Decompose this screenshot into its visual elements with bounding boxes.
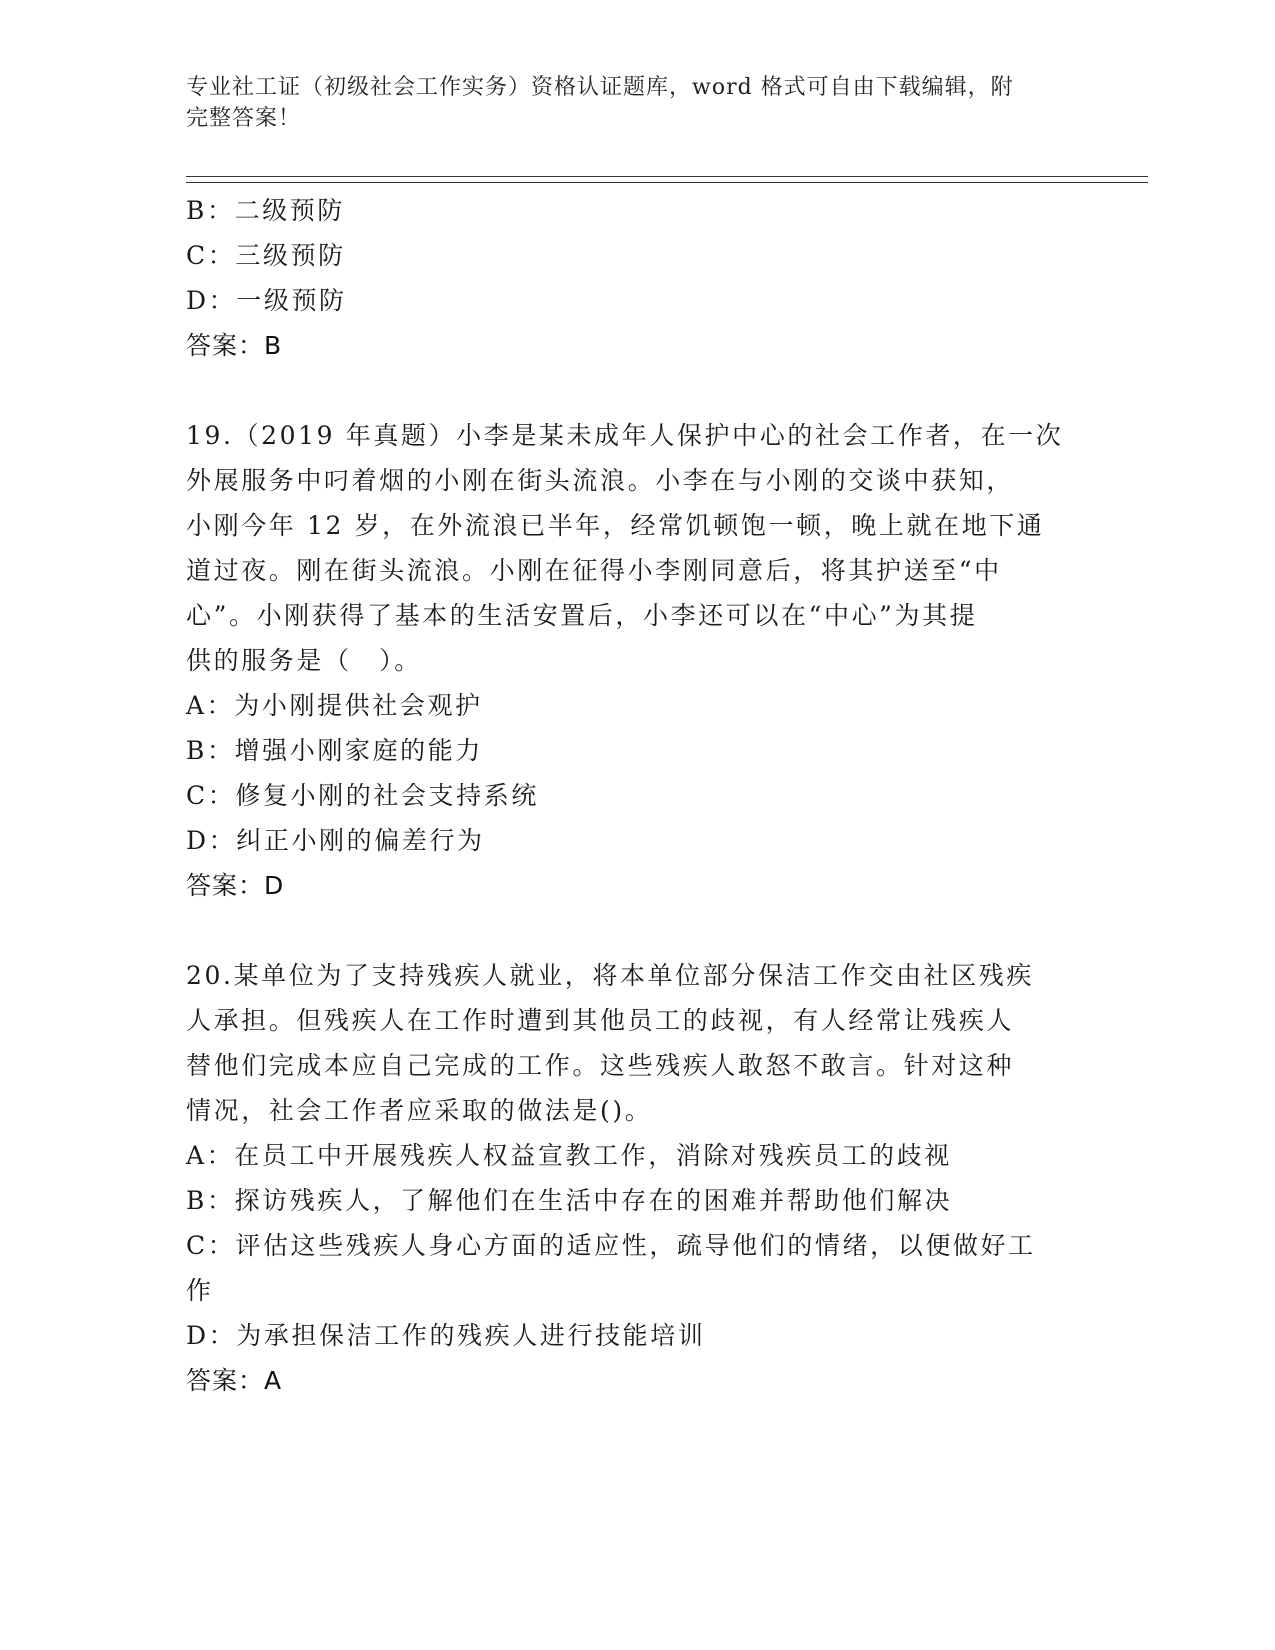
question-19-line: 供的服务是（ ）。 xyxy=(186,646,422,675)
option-c: C：修复小刚的社会支持系统 xyxy=(186,781,539,810)
option-b: B：二级预防 xyxy=(186,196,345,225)
header-divider-top xyxy=(186,176,1148,177)
previous-question-answer: 答案：B xyxy=(186,331,283,360)
question-19-line: 19.（2019 年真题）小李是某未成年人保护中心的社会工作者，在一次 xyxy=(186,421,1064,450)
question-20-answer: 答案：A xyxy=(186,1366,283,1395)
header-title-line-2: 完整答案！ xyxy=(186,106,302,131)
question-20-line: 人承担。但残疾人在工作时遭到其他员工的歧视，有人经常让残疾人 xyxy=(186,1006,1015,1035)
question-19-line: 道过夜。刚在街头流浪。小刚在征得小李刚同意后，将其护送至“中 xyxy=(186,556,1002,585)
header-title-line-1: 专业社工证（初级社会工作实务）资格认证题库，word 格式可自由下载编辑，附 xyxy=(186,75,1014,100)
page-header xyxy=(186,72,1066,134)
previous-question-options xyxy=(186,188,1076,323)
option-c: C：评估这些残疾人身心方面的适应性，疏导他们的情绪，以便做好工 xyxy=(186,1231,1036,1260)
question-19-options xyxy=(186,683,1076,863)
question-20-line: 20.某单位为了支持残疾人就业，将本单位部分保洁工作交由社区残疾 xyxy=(186,961,1034,990)
question-20 xyxy=(186,953,1076,1133)
spacer xyxy=(186,908,1076,953)
option-a: A：在员工中开展残疾人权益宣教工作，消除对残疾员工的歧视 xyxy=(186,1141,952,1170)
question-19-answer: 答案：D xyxy=(186,871,285,900)
spacer xyxy=(186,368,1076,413)
option-b: B：探访残疾人，了解他们在生活中存在的困难并帮助他们解决 xyxy=(186,1186,953,1215)
question-20-line: 情况，社会工作者应采取的做法是()。 xyxy=(186,1096,653,1125)
question-19-line: 小刚今年 12 岁，在外流浪已半年，经常饥顿饱一顿，晚上就在地下通 xyxy=(186,511,1045,540)
header-divider-bottom xyxy=(186,182,1148,183)
question-19-line: 心”。小刚获得了基本的生活安置后，小李还可以在“中心”为其提 xyxy=(186,601,978,630)
option-c: C：三级预防 xyxy=(186,241,346,270)
option-d: D：一级预防 xyxy=(186,286,347,315)
question-20-options xyxy=(186,1133,1076,1358)
option-b: B：增强小刚家庭的能力 xyxy=(186,736,483,765)
question-19 xyxy=(186,413,1076,683)
option-d: D：纠正小刚的偏差行为 xyxy=(186,826,485,855)
option-c-continued: 作 xyxy=(186,1276,214,1305)
question-19-line: 外展服务中叼着烟的小刚在街头流浪。小李在与小刚的交谈中获知， xyxy=(186,466,1015,495)
option-d: D：为承担保洁工作的残疾人进行技能培训 xyxy=(186,1321,706,1350)
question-20-line: 替他们完成本应自己完成的工作。这些残疾人敢怒不敢言。针对这种 xyxy=(186,1051,1015,1080)
option-a: A：为小刚提供社会观护 xyxy=(186,691,483,720)
document-body xyxy=(186,188,1076,1403)
